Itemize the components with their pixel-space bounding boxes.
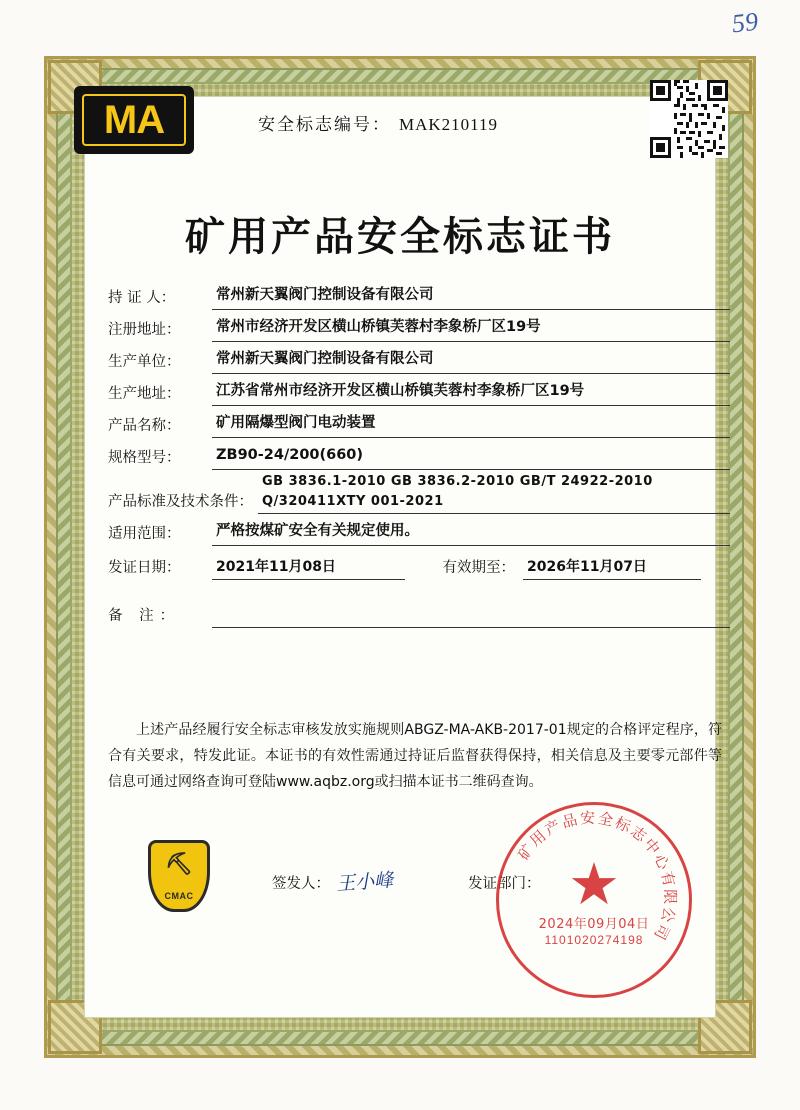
field-value: 常州新天翼阀门控制设备有限公司 — [212, 350, 730, 374]
field-holder — [108, 280, 730, 310]
issue-date-label: 发证日期： — [108, 560, 181, 576]
issue-date-value: 2021年11月08日 — [212, 556, 405, 580]
field-value: 常州新天翼阀门控制设备有限公司 — [212, 286, 730, 310]
field-value: 矿用隔爆型阀门电动装置 — [212, 414, 730, 438]
signer-signature: 王小峰 — [335, 870, 394, 896]
remark-label: 备 注： — [108, 608, 181, 624]
seal-code: 1101020274198 — [544, 933, 644, 947]
shield-icon — [148, 840, 210, 912]
field-label: 注册地址： — [108, 322, 181, 338]
field-label: 适用范围： — [108, 526, 181, 542]
field-label: 生产单位： — [108, 354, 181, 370]
cmac-logo — [148, 840, 210, 912]
field-value: 常州市经济开发区横山桥镇芙蓉村李象桥厂区19号 — [212, 318, 730, 342]
certificate-number — [258, 110, 498, 135]
ma-logo-text: MA — [103, 97, 165, 142]
field-label: 持 证 人： — [108, 290, 176, 306]
star-icon: ★ — [568, 851, 620, 917]
field-value: ZB90-24/200(660) — [212, 446, 730, 470]
ma-logo-icon — [74, 86, 194, 154]
page-number: 59 — [730, 6, 760, 39]
cmac-label: CMAC — [164, 891, 194, 901]
mining-pick-icon: ⛏ — [165, 851, 193, 876]
field-value: 严格按煤矿安全有关规定使用。 — [212, 522, 730, 546]
page-title: 矿用产品安全标志证书 — [185, 214, 615, 260]
svg-text:矿用产品安全标志中心有限公司: 矿用产品安全标志中心有限公司 — [514, 808, 680, 945]
signer-label: 签发人： — [272, 876, 330, 892]
official-seal — [496, 802, 692, 998]
field-production-address — [108, 376, 730, 406]
field-label: 生产地址： — [108, 386, 181, 402]
field-standards — [108, 472, 730, 514]
field-value: 江苏省常州市经济开发区横山桥镇芙蓉村李象桥厂区19号 — [212, 382, 730, 406]
department-label: 发证部门： — [468, 876, 541, 892]
remark-value — [212, 588, 730, 628]
field-scope — [108, 516, 730, 546]
field-remark — [108, 582, 730, 628]
field-label: 产品标准及技术条件： — [108, 494, 253, 510]
statement-paragraph: 上述产品经履行安全标志审核发放实施规则ABGZ-MA-AKB-2017-01规定的合格评定程序，符合有关要求，特发此证。本证书的有效性需通过持证后监督获得保持，相关信息及主要零元部件等信息可通过网络查询可登陆www.aqbz.org或扫描本证书二维码查询。 — [108, 722, 722, 790]
field-label: 规格型号： — [108, 450, 181, 466]
fields-list — [108, 280, 730, 628]
field-value: GB 3836.1-2010 GB 3836.2-2010 GB/T 24922-2010 Q/320411XTY 001-2021 — [258, 472, 730, 514]
certificate-number-label: 安全标志编号： — [258, 115, 391, 134]
expiry-date-value: 2026年11月07日 — [523, 556, 701, 580]
expiry-date-label: 有效期至： — [442, 560, 515, 576]
field-model — [108, 440, 730, 470]
field-manufacturer — [108, 344, 730, 374]
field-dates — [108, 548, 730, 580]
field-label: 产品名称： — [108, 418, 181, 434]
seal-date: 2024年09月04日 — [538, 917, 650, 932]
field-registered-address — [108, 312, 730, 342]
field-product-name — [108, 408, 730, 438]
qr-code-icon — [650, 80, 728, 158]
certificate-number-value: MAK210119 — [399, 115, 499, 134]
